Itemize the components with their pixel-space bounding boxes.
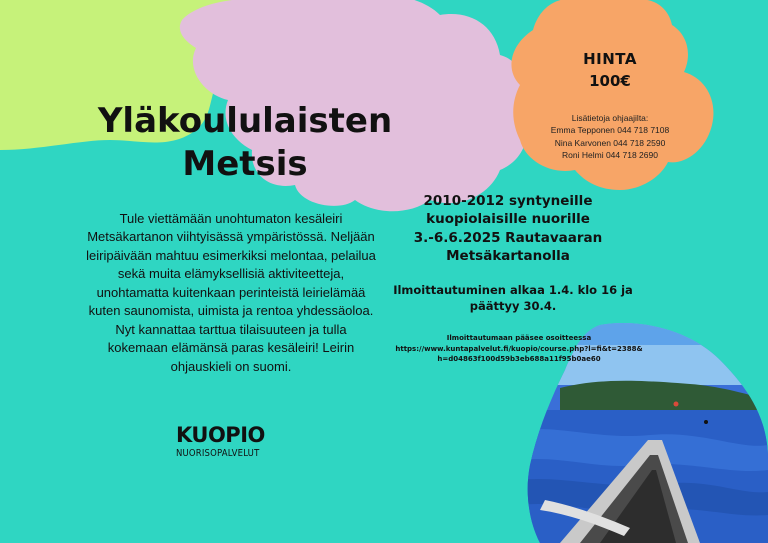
contact-item: Emma Tepponen 044 718 7108 — [550, 125, 670, 136]
target-line-2: kuopiolaisille nuorille — [426, 211, 590, 228]
contact-item: Roni Helmi 044 718 2690 — [562, 149, 658, 160]
logo-sub-text: NUORISOPALVELUT — [176, 448, 260, 459]
logo-main-text: KUOPIO — [176, 423, 265, 447]
title-line-2: Metsis — [182, 143, 308, 184]
price-box — [510, 50, 710, 90]
poster-title — [60, 100, 430, 185]
target-info — [378, 192, 638, 265]
link-intro: Ilmoittautumaan pääsee osoitteessa — [446, 334, 592, 342]
target-line-3: 3.-6.6.2025 Rautavaaran — [413, 229, 603, 246]
registration-info: Ilmoittautuminen alkaa 1.4. klo 16 ja päättyy 30.4. — [393, 283, 633, 314]
contacts-block — [510, 112, 710, 161]
contact-item: Nina Karvonen 044 718 2590 — [554, 137, 666, 148]
registration-link-block — [394, 333, 644, 365]
price-label: HINTA — [583, 50, 637, 68]
description-text: Tule viettämään unohtumaton kesäleiri Metsäkartanon viihtyisässä ympäristössä. Neljään leiripäivään mahtuu esimerkiksi melontaa, pelailua sekä muita elämyksellisiä aktiviteetteja, unohtamatta kuitenkaan perinteistä leirielämää kuten saunomista, uimista ja rentoa yhdessäoloa. Nyt kannattaa tarttua tilaisuuteen ja tulla kokemaan elämänsä paras kesäleiri! Leirin ohjauskieli on suomi. — [86, 211, 376, 374]
title-line-1: Yläkoululaisten — [97, 101, 393, 141]
orange-blob — [511, 0, 713, 190]
kuopio-logo — [176, 425, 286, 459]
price-value: 100€ — [589, 72, 631, 90]
contacts-heading: Lisätietoja ohjaajilta: — [571, 113, 649, 123]
target-line-4: Metsäkartanolla — [446, 248, 570, 265]
target-line-1: 2010-2012 syntyneille — [423, 193, 593, 209]
registration-link[interactable]: https://www.kuntapalvelut.fi/kuopio/course.php?l=fi&t=2388&h=d04863f100d59b3eb688a11f95b0ae60 — [395, 344, 643, 363]
